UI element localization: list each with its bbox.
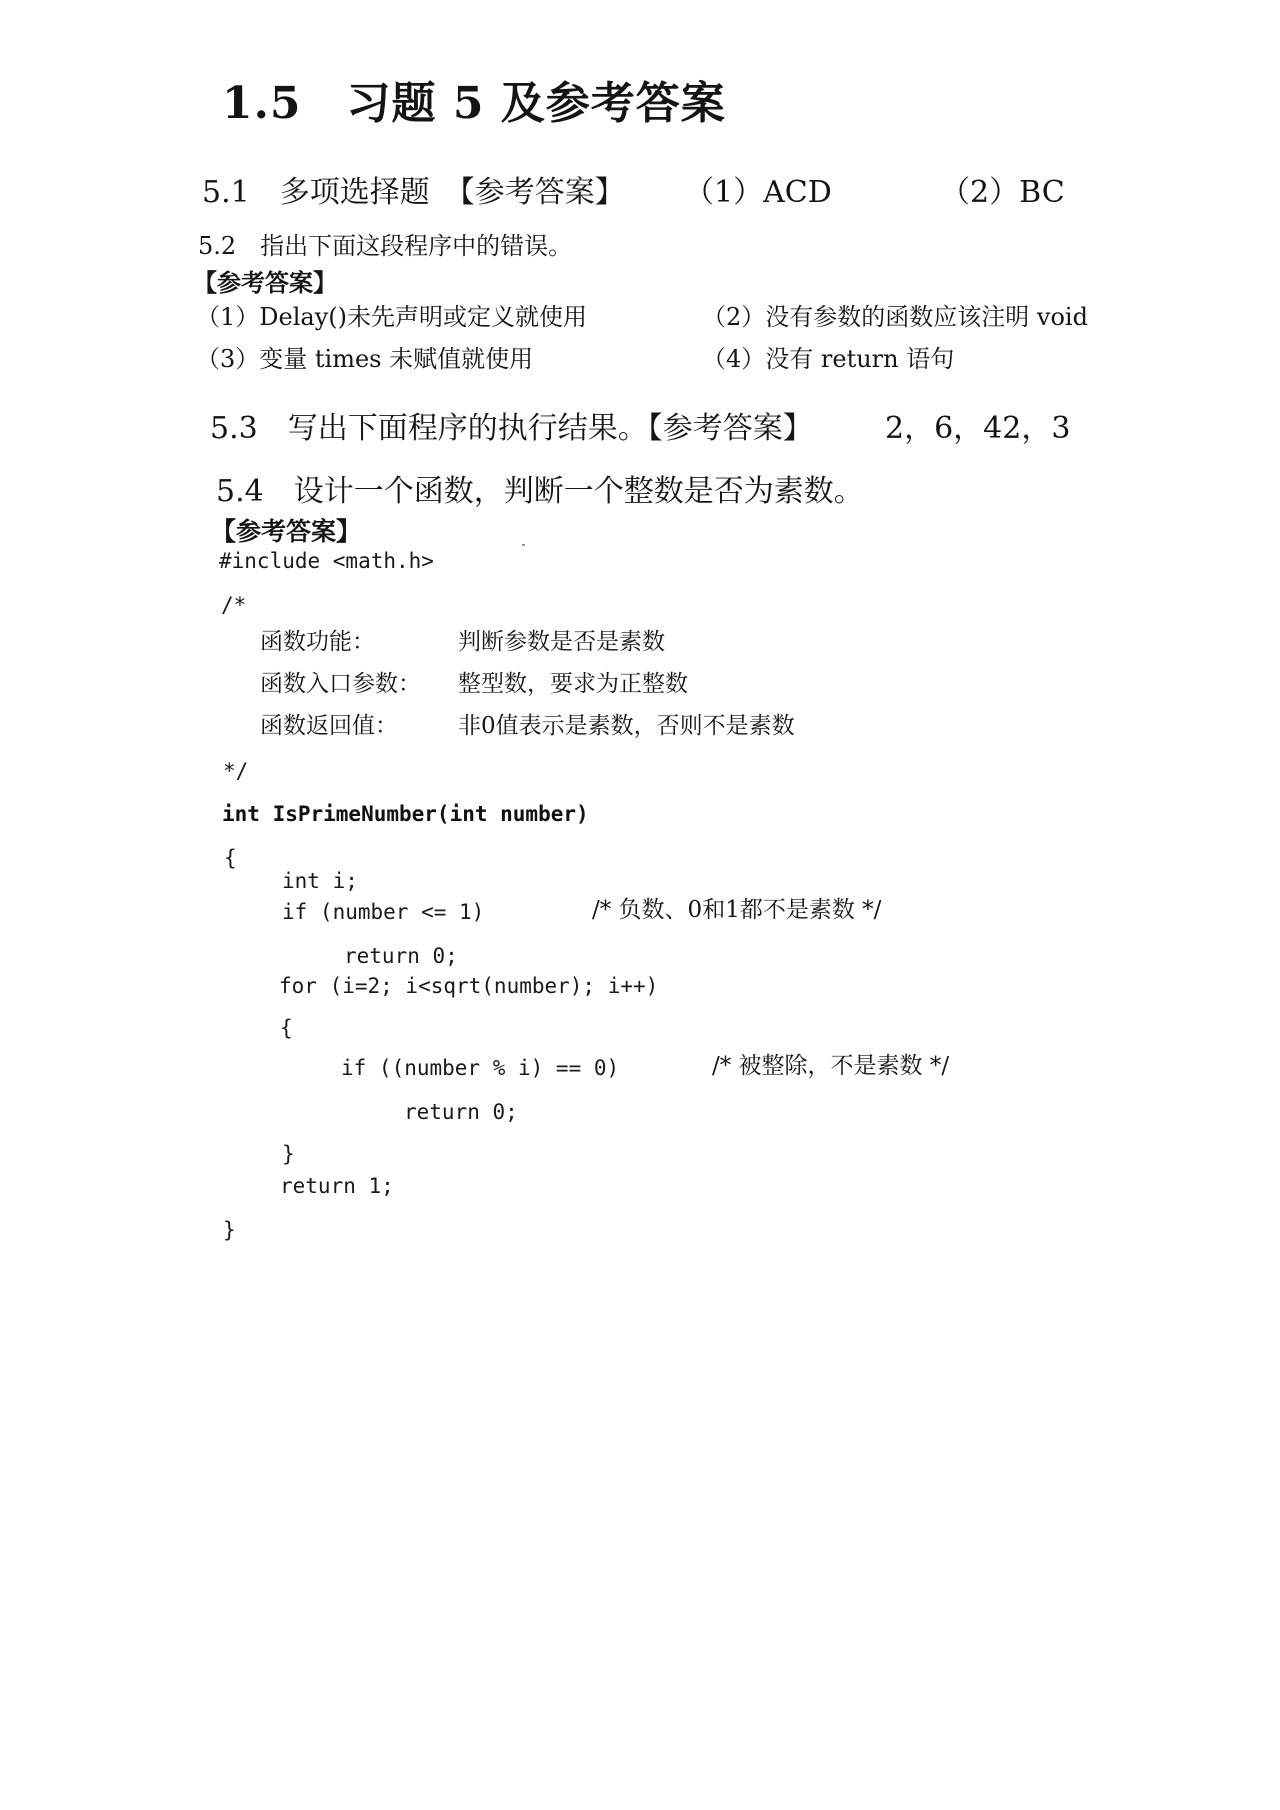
code-brace-open: {: [280, 1016, 293, 1040]
code-inline-comment: /* 负数、0和1都不是素数 */: [592, 897, 882, 923]
code-inline-comment: /* 被整除，不是素数 */: [712, 1053, 950, 1079]
comment-text: 非0值表示是素数，否则不是素数: [458, 713, 795, 739]
code-comment-open: /*: [221, 593, 247, 617]
page-title: 1.5 习题 5 及参考答案: [222, 78, 726, 129]
comment-text: 整型数，要求为正整数: [458, 671, 688, 697]
code-if-statement: if ((number % i) == 0): [341, 1056, 620, 1080]
code-declaration: int i;: [282, 869, 358, 893]
code-return-statement: return 0;: [344, 944, 458, 968]
q51-answer-1: （1）ACD: [684, 175, 832, 210]
code-include-line: #include <math.h>: [219, 549, 434, 573]
code-function-signature: int IsPrimeNumber(int number): [222, 802, 589, 826]
q52-answer-item: （3）变量 times 未赋值就使用: [196, 345, 534, 373]
q54-reference-label: 【参考答案】: [211, 517, 362, 546]
q52-answer-item: （1）Delay()未先声明或定义就使用: [196, 303, 587, 331]
code-brace-close: }: [223, 1218, 236, 1242]
comment-label: 函数返回值：: [260, 713, 398, 739]
q52-heading: 5.2 指出下面这段程序中的错误。: [198, 232, 573, 260]
code-if-statement: if (number <= 1): [282, 900, 485, 924]
scan-speck: [522, 544, 525, 546]
q52-answer-item: （4）没有 return 语句: [702, 345, 955, 373]
q53-heading: 5.3 写出下面程序的执行结果。【参考答案】: [210, 411, 813, 446]
comment-label: 函数功能：: [260, 629, 375, 655]
q51-heading: 5.1 多项选择题 【参考答案】: [202, 175, 625, 210]
code-brace-open: {: [224, 846, 237, 870]
comment-label: 函数入口参数：: [260, 671, 421, 697]
code-return-statement: return 1;: [280, 1174, 394, 1198]
q53-answer: 2，6，42，3: [885, 411, 1071, 446]
code-brace-close: }: [282, 1142, 295, 1166]
q52-answer-item: （2）没有参数的函数应该注明 void: [702, 303, 1088, 331]
q54-heading: 5.4 设计一个函数，判断一个整数是否为素数。: [216, 474, 864, 509]
comment-text: 判断参数是否是素数: [458, 629, 665, 655]
code-for-loop: for (i=2; i<sqrt(number); i++): [279, 974, 659, 998]
q52-reference-label: 【参考答案】: [193, 268, 337, 297]
q51-answer-2: （2）BC: [940, 175, 1065, 210]
code-return-statement: return 0;: [404, 1100, 518, 1124]
code-comment-close: */: [223, 759, 249, 783]
